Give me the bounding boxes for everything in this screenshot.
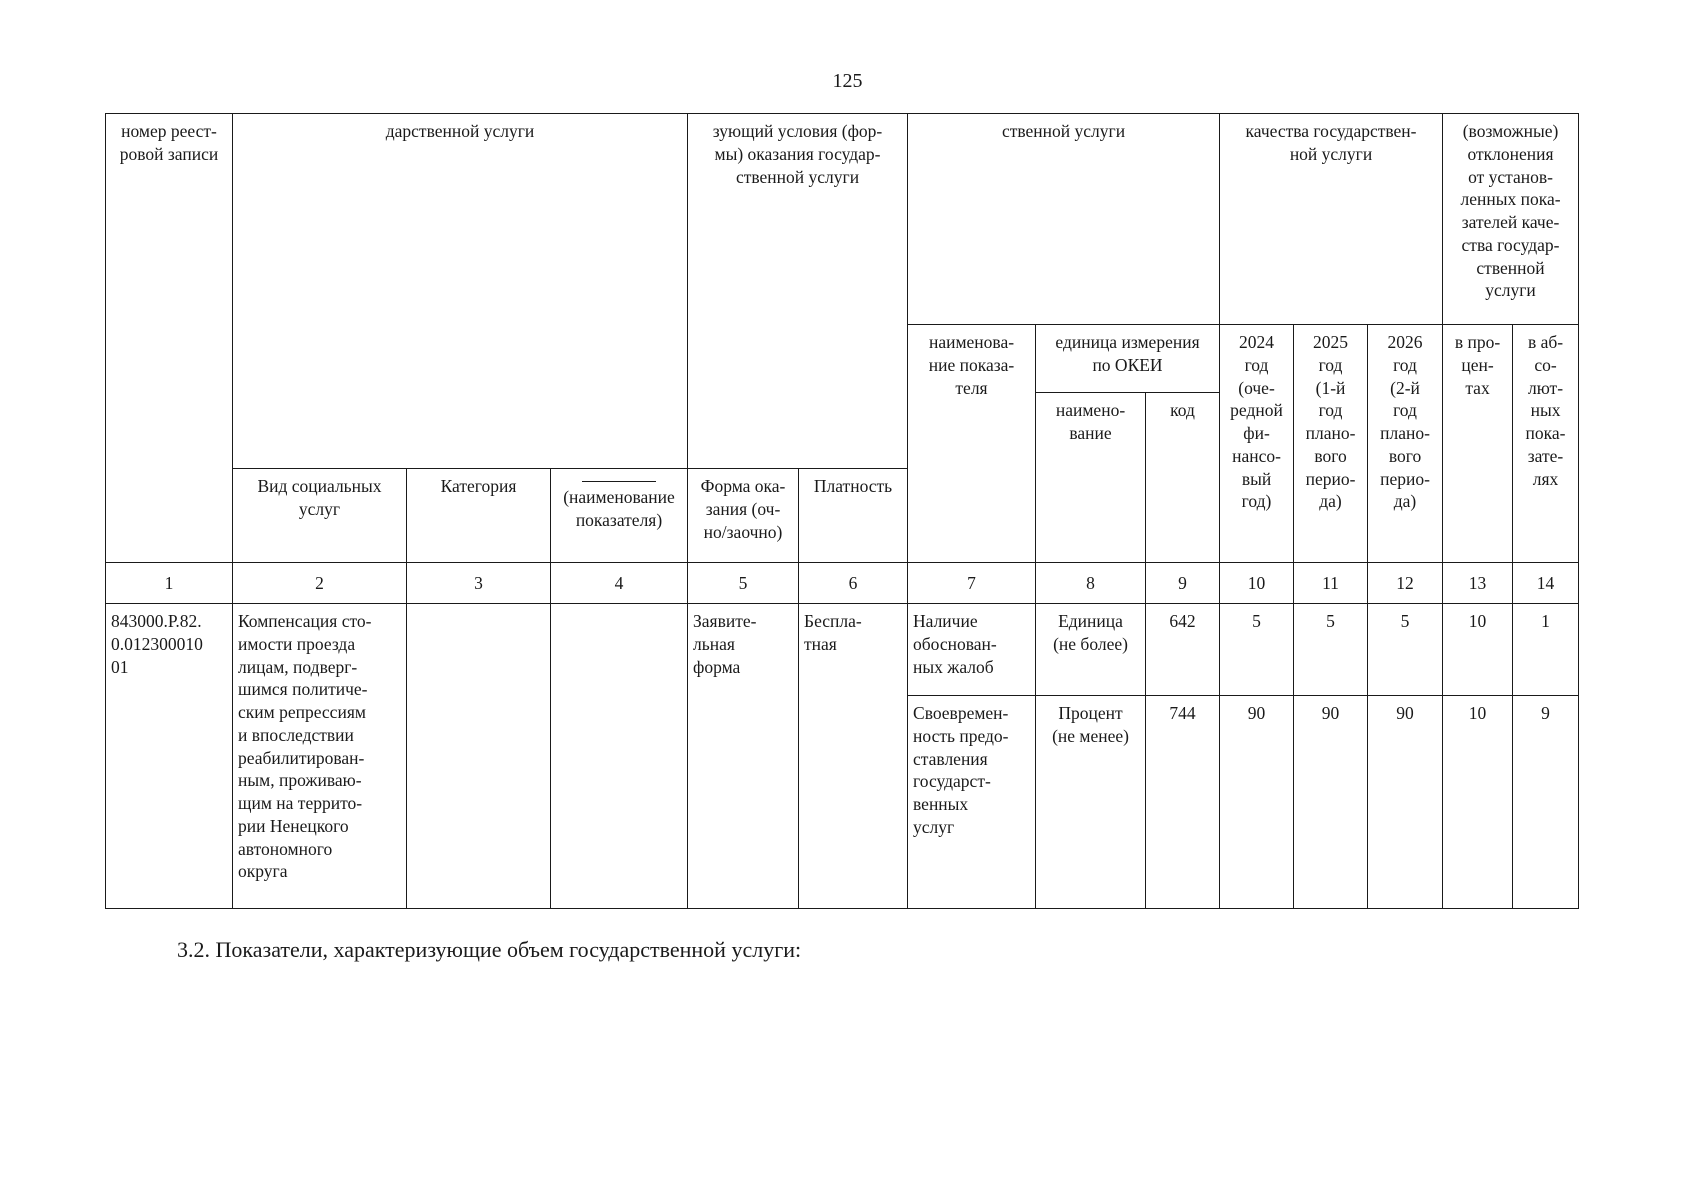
indicator-placeholder-cell [551,604,688,909]
indicator-name-cell: Своевремен- ность предо- ставления государст- венных услуг [908,696,1036,909]
header-form-of-provision: Форма ока- зания (оч- но/заочно) [688,469,799,563]
column-number: 9 [1146,563,1220,604]
column-number: 10 [1220,563,1294,604]
unit-code-cell: 642 [1146,604,1220,696]
page-number: 125 [832,70,863,92]
column-number-row [106,563,1579,604]
column-number: 8 [1036,563,1146,604]
deviation-percent-cell: 10 [1443,604,1513,696]
column-number: 4 [551,563,688,604]
value-2026-cell: 5 [1368,604,1443,696]
header-service-content: дарственной услуги [233,114,688,469]
column-number: 13 [1443,563,1513,604]
value-2025-cell: 90 [1294,696,1368,909]
header-category: Категория [407,469,551,563]
service-type-cell: Компенсация сто- имости проезда лицам, подверг- шимся политиче- ским репрессиям и впоследствии реабилитирован- ным, проживаю- щим на террито- рии Ненецкого автономного округа [233,604,407,909]
unit-code-cell: 744 [1146,696,1220,909]
column-number: 1 [106,563,233,604]
header-quality-indicator: ственной услуги [908,114,1220,325]
registry-number-cell: 843000.Р.82. 0.012300010 01 [106,604,233,909]
indicator-name-cell: Наличие обоснован- ных жалоб [908,604,1036,696]
column-number: 6 [799,563,908,604]
column-number: 7 [908,563,1036,604]
header-indicator-name: наименова- ние показа- теля [908,325,1036,563]
value-2024-cell: 5 [1220,604,1294,696]
column-number: 12 [1368,563,1443,604]
payment-cell: Беспла- тная [799,604,908,909]
header-in-absolute: в аб- со- лют- ных пока- зате- лях [1513,325,1579,563]
header-indicator-placeholder [551,469,688,563]
quality-indicators-table [105,113,1579,909]
header-deviation: (возможные) отклонения от установ- ленных пока- зателей каче- ства государ- ственной услуги [1443,114,1579,325]
value-2024-cell: 90 [1220,696,1294,909]
value-2025-cell: 5 [1294,604,1368,696]
column-number: 11 [1294,563,1368,604]
header-indicator-placeholder-label: (наименование показателя) [563,487,675,530]
header-quality-value: качества государствен- ной услуги [1220,114,1443,325]
category-cell [407,604,551,909]
blank-line [582,481,656,482]
header-unit-name: наимено- вание [1036,393,1146,563]
header-unit-code: код [1146,393,1220,563]
header-payment: Платность [799,469,908,563]
section-heading: 3.2. Показатели, характеризующие объем государственной услуги: [177,937,802,962]
header-registry-number: номер реест- ровой записи [106,114,233,563]
header-unit-okei: единица измерения по ОКЕИ [1036,325,1220,393]
column-number: 14 [1513,563,1579,604]
header-year-2026: 2026 год (2-й год плано- вого перио- да) [1368,325,1443,563]
deviation-absolute-cell: 9 [1513,696,1579,909]
unit-name-cell: Процент (не менее) [1036,696,1146,909]
header-year-2025: 2025 год (1-й год плано- вого перио- да) [1294,325,1368,563]
deviation-percent-cell: 10 [1443,696,1513,909]
form-cell: Заявите- льная форма [688,604,799,909]
header-year-2024: 2024 год (оче- редной фи- нансо- вый год) [1220,325,1294,563]
header-service-conditions: зующий условия (фор- мы) оказания государ- ственной услуги [688,114,908,469]
column-number: 5 [688,563,799,604]
unit-name-cell: Единица (не более) [1036,604,1146,696]
table-row [106,604,1579,696]
header-social-service-type: Вид социальных услуг [233,469,407,563]
header-in-percent: в про- цен- тах [1443,325,1513,563]
column-number: 2 [233,563,407,604]
value-2026-cell: 90 [1368,696,1443,909]
column-number: 3 [407,563,551,604]
deviation-absolute-cell: 1 [1513,604,1579,696]
